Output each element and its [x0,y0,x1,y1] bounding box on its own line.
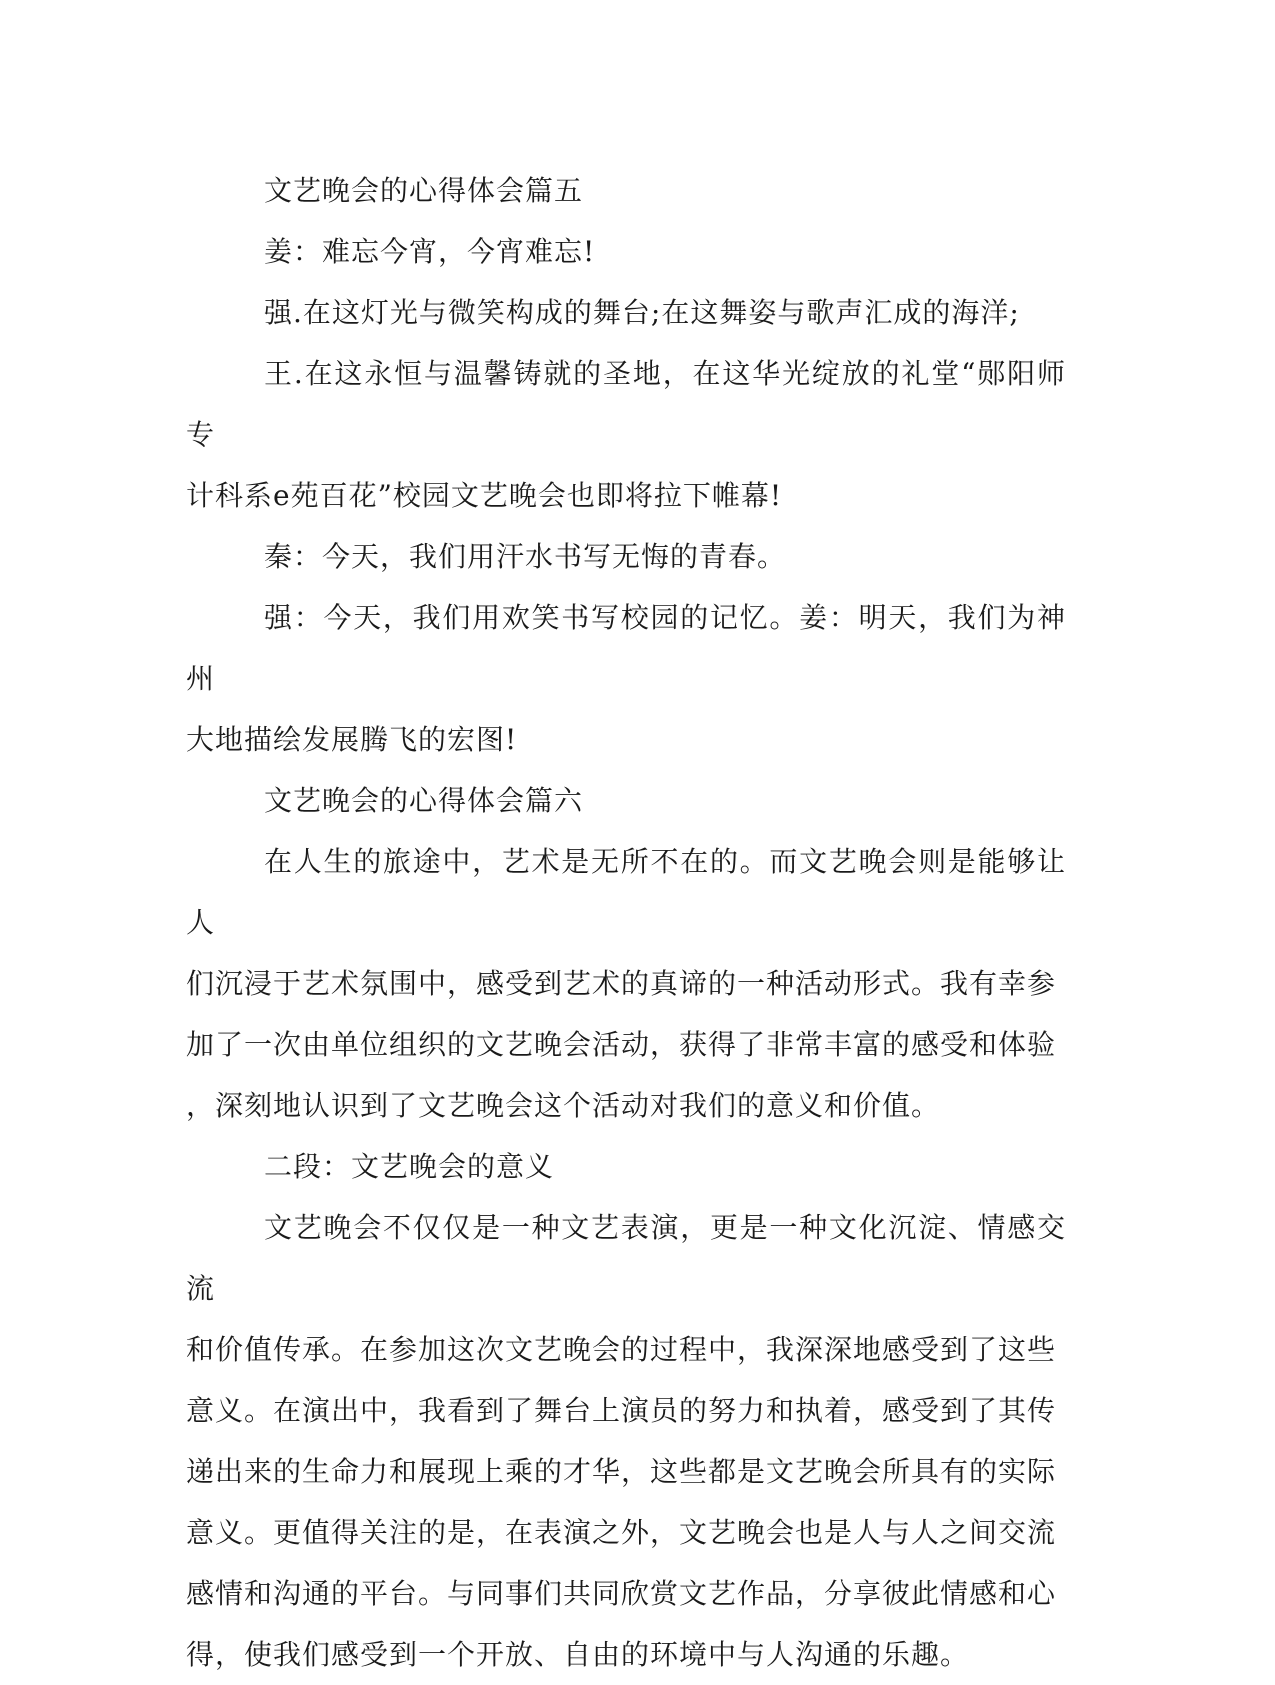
text-line: 王.在这永恒与温馨铸就的圣地，在这华光绽放的礼堂“郧阳师专 [186,357,1066,451]
paragraph [186,221,1066,282]
paragraph [186,831,1066,1136]
text-line: 计科系e苑百花”校园文艺晚会也即将拉下帷幕! [186,479,783,512]
paragraph [186,587,1066,770]
text-line: 大地描绘发展腾飞的宏图! [186,723,518,756]
text-line: 们沉浸于艺术氛围中，感受到艺术的真谛的一种活动形式。我有幸参 [186,967,1057,1000]
paragraph [186,282,1066,343]
text-line: 意义。更值得关注的是，在表演之外，文艺晚会也是人与人之间交流 [186,1516,1057,1549]
paragraph [186,343,1066,526]
section-heading: 文艺晚会的心得体会篇五 [264,174,584,207]
document-body [186,160,1066,1685]
text-line: 在人生的旅途中，艺术是无所不在的。而文艺晚会则是能够让人 [186,845,1066,939]
section-heading: 文艺晚会的心得体会篇六 [264,784,584,817]
text-line: 姜：难忘今宵，今宵难忘! [264,235,596,268]
paragraph [186,526,1066,587]
text-line: 递出来的生命力和展现上乘的才华，这些都是文艺晚会所具有的实际 [186,1455,1057,1488]
text-line: 秦：今天，我们用汗水书写无悔的青春。 [264,540,787,573]
paragraph [186,1197,1066,1685]
text-line: 强：今天，我们用欢笑书写校园的记忆。姜：明天，我们为神州 [186,601,1066,695]
text-line: 得，使我们感受到一个开放、自由的环境中与人沟通的乐趣。 [186,1638,970,1671]
text-line: ，深刻地认识到了文艺晚会这个活动对我们的意义和价值。 [186,1089,941,1122]
text-line: 强.在这灯光与微笑构成的舞台;在这舞姿与歌声汇成的海洋; [264,296,1020,329]
section-heading: 二段：文艺晚会的意义 [264,1150,555,1183]
text-line: 加了一次由单位组织的文艺晚会活动，获得了非常丰富的感受和体验 [186,1028,1057,1061]
text-line: 和价值传承。在参加这次文艺晚会的过程中，我深深地感受到了这些 [186,1333,1057,1366]
text-line: 意义。在演出中，我看到了舞台上演员的努力和执着，感受到了其传 [186,1394,1057,1427]
text-line: 文艺晚会不仅仅是一种文艺表演，更是一种文化沉淀、情感交流 [186,1211,1066,1305]
text-line: 感情和沟通的平台。与同事们共同欣赏文艺作品，分享彼此情感和心 [186,1577,1057,1610]
